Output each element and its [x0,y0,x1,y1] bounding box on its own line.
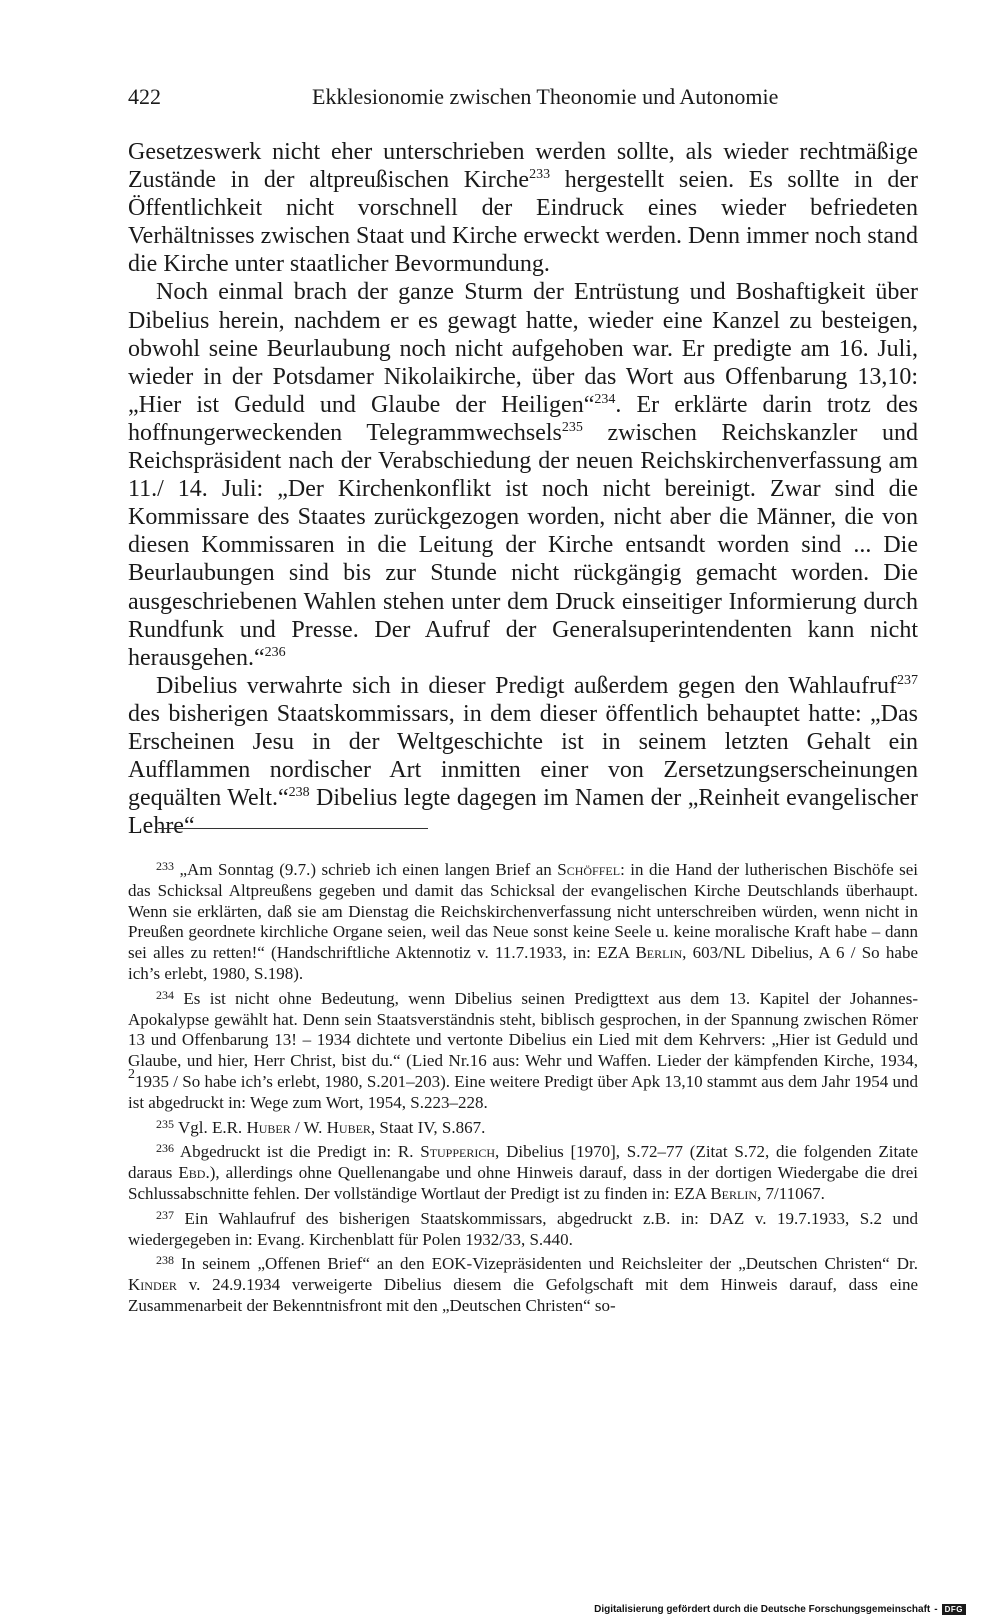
footnote-number: 234 [156,987,174,1002]
author-name: Berlin [710,1183,758,1203]
credit-dash: - [934,1603,938,1615]
text-run: Ein Wahlaufruf des bisherigen Staatskommissars, abgedruckt z.B. in: DAZ v. 19.7.1933, S.2 und wiedergegeben in: Evang. Kirchenblatt für Polen 1932/33, S.440. [128,1208,919,1249]
author-name: Stupperich [420,1142,496,1162]
text-run: Dibelius verwahrte sich in dieser Predigt außerdem gegen den Wahlaufruf [156,672,897,699]
text-run: Gesetzeswerk nicht eher unterschrieben werden sollte, als wieder rechtmäßige Zustände in der altpreußischen Kirche [128,139,918,194]
footnote-reference: 233 [529,167,551,183]
author-name: Berlin [635,943,683,963]
footnote-reference: 237 [897,672,918,688]
footnote [128,1138,918,1204]
paragraph [128,138,918,278]
text-run: Dibelius legte dagegen im Namen der „Reinheit evangelischer Lehre“ [128,785,918,840]
text-run: 1935 / So habe ich’s erlebt, 1980, S.201–203). Eine weitere Predigt über Apk 13,10 stammt aus dem Jahr 1954 und ist abgedruckt in: Wege zum Wort, 1954, S.223–228. [128,1071,918,1112]
digitization-credit [594,1601,966,1617]
author-name: Schöffel [557,860,621,879]
footnote-reference: 235 [561,419,583,435]
footnote [128,1205,918,1251]
footnote [128,1114,918,1139]
footnote-number: 236 [156,1141,174,1156]
main-text [128,138,918,840]
page-number: 422 [128,84,161,109]
text-run: . Er erklärte darin trotz des hoffnungerweckenden Telegrammwechsels [128,391,919,446]
footnote [128,985,918,1114]
text-run: , 7/11067. [757,1183,825,1203]
paragraph [128,672,918,841]
text-run: hergestellt seien. Es sollte in der Öffentlichkeit nicht vorschnell der Eindruck eines wieder befriedeten Verhältnisses zwischen Staat und Kirche erweckt werden. Denn immer noch stand die Kirche unter staatlicher Bevormundung. [128,167,918,278]
paragraph [128,278,918,671]
page-header [128,82,779,122]
text-run: v. 24.9.1934 verweigerte Dibelius diesem die Gefolgschaft mit dem Hinweis darauf, dass eine Zusammenarbeit der Bekenntnisfront mit den „Deutschen Christen“ so- [128,1275,918,1315]
footnote-number: 235 [156,1116,174,1131]
footnote [128,856,918,985]
footnote [128,1250,918,1316]
text-run: Abgedruckt ist die Predigt in: R. [179,1142,421,1162]
text-run: , 603/NL Dibelius, A 6 / So habe ich’s erlebt, 1980, S.198). [128,943,918,983]
footnote-number: 233 [156,859,174,873]
author-name: Huber [326,1117,371,1137]
text-run: ), allerdings ohne Quellenangabe und ohne Hinweis darauf, dass in der dortigen Wiedergabe die drei Schlussabschnitte fehlen. Der vollständige Wortlaut der Predigt ist zu finden in: EZA [128,1163,919,1203]
text-run: zwischen Reichskanzler und Reichspräsident nach der Verabschiedung der neuen Reichskirchenverfassung am 11./ 14. Juli: „Der Kirchenkonflikt ist noch nicht bereinigt. Zwar sind die Kommissare des Staates zurückgezogen worden, nicht aber die Männer, die von diesen Kommissaren in die Leitung der Kirche entsandt worden sind ... Die Beurlaubungen sind bis zur Stunde nicht rückgängig gemacht worden. Die ausgeschriebenen Wahlen stehen unter dem Druck einseitiger Informierung durch Rundfunk und Presse. Der Aufruf der Generalsuperintendenten kann nicht herausgehen.“ [128,419,919,671]
footnotes [128,856,918,1317]
author-name: Kinder [128,1275,177,1295]
footnote-reference: 2 [128,1066,135,1082]
text-run: In seinem „Offenen Brief“ an den EOK-Vizepräsidenten und Reichsleiter der „Deutschen Christen“ Dr. [181,1254,918,1274]
text-run: : in die Hand der lutherischen Bischöfe sei das Schicksal Altpreußens gegeben und damit das Schicksal der evangelischen Kirche Deutschlands überhaupt. Wenn sie erklärten, daß sie am Dienstag die Reichskirchenverfassung nicht unterschreiben würden, wenn nicht in Preußen geordnete kirchliche Organe seien, weil das Neue sonst keine Seele u. keine moralische Kraft habe – dann sei alles zu retten!“ (Handschriftliche Aktennotiz v. 11.7.1933, in: EZA [128,860,919,963]
text-run: des bisherigen Staatskommissars, in dem dieser öffentlich behauptet hatte: „Das Erscheinen Jesu in der Weltgeschichte ist in seinem letzten Gehalt ein Aufflammen nordischer Art inmitten einer von Zersetzungserscheinungen gequälten Welt.“ [128,700,918,812]
text-run: , Dibelius [1970], S.72–77 (Zitat S.72, die folgenden Zitate daraus [128,1142,918,1183]
author-name: Ebd. [178,1163,210,1183]
footnote-reference: 236 [264,644,286,660]
text-run: Es ist nicht ohne Bedeutung, wenn Dibelius seinen Predigttext aus dem 13. Kapitel der Johannes-Apokalypse gewählt hat. Denn sein Staatsverständnis steht, biblisch gesprochen, in der Spannung zwischen Römer 13 und Offenbarung 13! – 1934 dichtete und vertonte Dibelius ein Lied mit dem Kehrvers: „Hier ist Geduld und Glaube, und hier, Herr Christ, bist du.“ (Lied Nr.16 aus: Wehr und Waffen. Lieder der kämpfenden Kirche, 1934, [128,988,918,1071]
text-run: „Am Sonntag (9.7.) schrieb ich einen langen Brief an [179,860,558,879]
text-run: Noch einmal brach der ganze Sturm der Entrüstung und Boshaftigkeit über Dibelius herein, nachdem er es gewagt hatte, wieder eine Kanzel zu besteigen, obwohl seine Beurlaubung noch nicht aufgehoben war. Er predigte am 16. Juli, wieder in der Potsdamer Nikolaikirche, über das Wort aus Offenbarung 13,10: „Hier ist Geduld und Glaube der Heiligen“ [128,279,918,418]
dfg-logo: DFG [942,1604,966,1615]
author-name: Huber [246,1117,291,1137]
credit-text: Digitalisierung gefördert durch die Deutsche Forschungsgemeinschaft [594,1603,931,1615]
footnote-reference: 238 [288,785,310,801]
text-run: / W. [290,1117,327,1137]
footnote-separator [158,828,428,829]
footnote-number: 237 [156,1207,174,1222]
footnote-reference: 234 [594,391,616,407]
running-title: Ekklesionomie zwischen Theonomie und Autonomie [312,84,779,109]
footnote-number: 238 [156,1253,174,1268]
text-run: Vgl. E.R. [177,1117,247,1137]
text-run: , Staat IV, S.867. [370,1117,486,1137]
